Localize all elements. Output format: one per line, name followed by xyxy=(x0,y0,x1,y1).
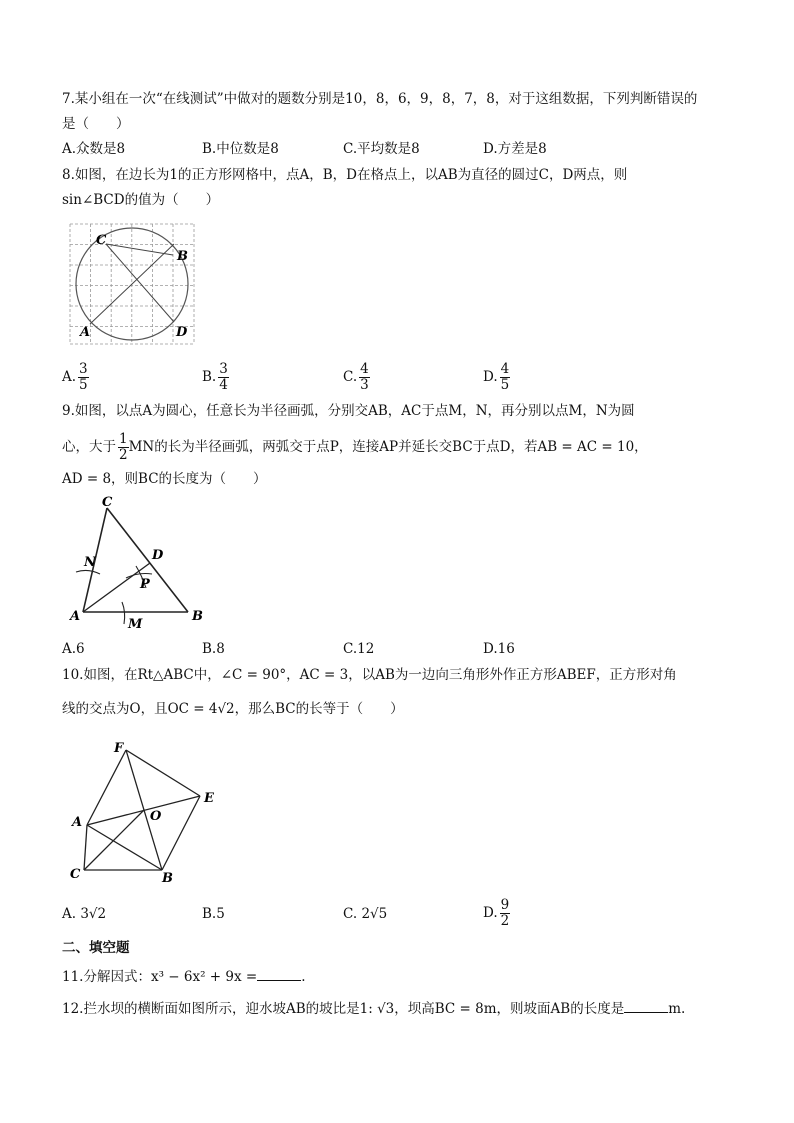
q7-option-b[interactable]: B.中位数是8 xyxy=(202,141,279,157)
q8-stem-line2: sin∠BCD的值为（ ） xyxy=(62,192,220,208)
q7-stem-line1: 7.某小组在一次“在线测试”中做对的题数分别是10，8，6，9，8，7，8，对于这组数据，下列判断错误的 xyxy=(62,91,698,107)
q9-label-b: B xyxy=(192,609,203,624)
q12-answer-blank[interactable] xyxy=(624,1000,668,1013)
q10-label-f: F xyxy=(114,741,124,756)
q8-label-b: B xyxy=(177,249,188,264)
q10-option-d[interactable]: D. $\frac{9}{2}$ xyxy=(483,897,510,929)
q8-option-a[interactable]: A. $\frac{3}{5}$ xyxy=(62,361,88,393)
q11-stem: 11.分解因式：x³ − 6x² + 9x = . xyxy=(62,969,306,985)
fraction: $\frac{4}{3}$ xyxy=(360,361,369,393)
q10-label-a: A xyxy=(72,815,83,830)
fraction: $\frac{4}{5}$ xyxy=(500,361,510,393)
q9-option-d[interactable]: D.16 xyxy=(483,641,515,657)
q9-label-d: D xyxy=(152,548,164,563)
q9-stem-line1: 9.如图，以点A为圆心，任意长为半径画弧，分别交AB，AC于点M，N，再分别以点M，N为圆 xyxy=(62,403,635,419)
q7-stem-line2: 是（ ） xyxy=(62,116,130,132)
q9-label-n: N xyxy=(84,555,96,570)
fraction: $\frac{3}{5}$ xyxy=(79,361,88,393)
q8-label-a: A xyxy=(80,325,91,340)
q9-label-a: A xyxy=(70,609,81,624)
q8-option-b[interactable]: B. $\frac{3}{4}$ xyxy=(202,361,228,393)
q10-stem-line2: 线的交点为O，且OC = 4√2，那么BC的长等于（ ） xyxy=(62,701,404,717)
q10-figure-square-triangle xyxy=(70,738,230,886)
section-title-fill-in: 二、填空题 xyxy=(62,940,130,956)
q7-option-d[interactable]: D.方差是8 xyxy=(483,141,547,157)
fraction-half: $\frac{1}{2}$ xyxy=(119,431,128,463)
q8-label-c: C xyxy=(96,233,107,248)
q9-label-c: C xyxy=(102,496,113,510)
q8-figure-circle-grid xyxy=(68,222,198,346)
fraction: $\frac{3}{4}$ xyxy=(219,361,228,393)
q10-label-o: O xyxy=(150,809,162,824)
q9-figure-triangle-bisector xyxy=(66,496,216,632)
q7-option-c[interactable]: C.平均数是8 xyxy=(343,141,420,157)
q8-option-c[interactable]: C. $\frac{4}{3}$ xyxy=(343,361,369,393)
q9-label-m: M xyxy=(128,617,143,632)
q9-option-a[interactable]: A.6 xyxy=(62,641,85,657)
q9-label-p: P xyxy=(140,577,150,592)
q11-answer-blank[interactable] xyxy=(257,968,301,981)
q8-stem-line1: 8.如图，在边长为1的正方形网格中，点A，B，D在格点上，以AB为直径的圆过C，D两点，则 xyxy=(62,167,628,183)
q9-option-b[interactable]: B.8 xyxy=(202,641,225,657)
q10-label-b: B xyxy=(162,871,173,886)
q8-label-d: D xyxy=(176,325,188,340)
q9-stem-line3: AD = 8，则BC的长度为（ ） xyxy=(62,471,267,487)
q9-stem-line2: 心，大于 $\frac{1}{2}$ MN的长为半径画弧，两弧交于点P，连接AP并延长交BC于点D，若AB = AC = 10， xyxy=(62,431,648,463)
q10-stem-line1: 10.如图，在Rt△ABC中，∠C = 90°，AC = 3，以AB为一边向三角形外作正方形ABEF，正方形对角 xyxy=(62,667,677,683)
fraction: $\frac{9}{2}$ xyxy=(500,897,510,929)
q8-option-d[interactable]: D. $\frac{4}{5}$ xyxy=(483,361,510,393)
q9-option-c[interactable]: C.12 xyxy=(343,641,375,657)
q7-option-a[interactable]: A.众数是8 xyxy=(62,141,126,157)
q10-option-c[interactable]: C. 2√5 xyxy=(343,906,388,922)
q12-stem: 12.拦水坝的横断面如图所示，迎水坡AB的坡比是1: √3，坝高BC = 8m，则坡面AB的长度是 m. xyxy=(62,1001,686,1017)
q10-option-a[interactable]: A. 3√2 xyxy=(62,906,107,922)
q10-option-b[interactable]: B.5 xyxy=(202,906,225,922)
q10-label-e: E xyxy=(204,791,214,806)
q10-label-c: C xyxy=(70,867,81,882)
